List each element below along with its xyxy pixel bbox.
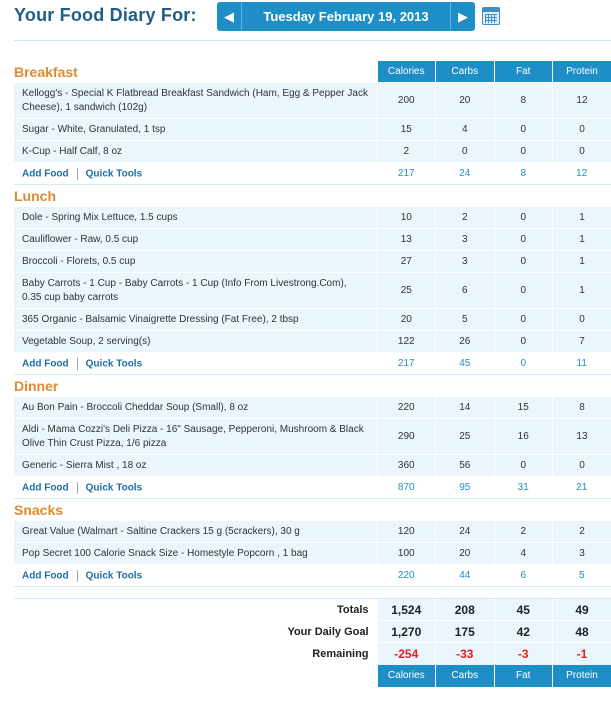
food-calories: 2 [377, 141, 435, 163]
food-fat: 8 [494, 83, 552, 119]
food-protein: 12 [552, 83, 611, 119]
remaining-fat: -3 [494, 643, 552, 665]
food-carbs: 4 [436, 119, 494, 141]
food-carbs: 20 [436, 543, 494, 565]
food-fat: 2 [494, 521, 552, 543]
food-calories: 25 [377, 273, 435, 309]
food-row[interactable] [14, 83, 611, 119]
link-divider [77, 168, 78, 180]
food-calories: 13 [377, 229, 435, 251]
food-name[interactable]: Generic - Sierra Mist , 18 oz [14, 455, 377, 477]
remaining-carbs: -33 [436, 643, 494, 665]
col-header-protein: Protein [552, 61, 611, 83]
page-title: Your Food Diary For: [14, 5, 197, 25]
quick-tools-link[interactable]: Quick Tools [85, 570, 143, 582]
section-header-lunch [14, 185, 611, 207]
food-protein: 0 [552, 119, 611, 141]
food-carbs: 24 [436, 521, 494, 543]
food-carbs: 0 [436, 141, 494, 163]
food-protein: 1 [552, 229, 611, 251]
totals-calories: 1,524 [377, 599, 435, 621]
totals-label: Totals [14, 599, 377, 621]
food-protein: 13 [552, 419, 611, 455]
food-fat: 0 [494, 207, 552, 229]
footer-header-protein: Protein [552, 665, 611, 687]
meal-total-protein: 5 [552, 565, 611, 587]
food-fat: 16 [494, 419, 552, 455]
food-name[interactable]: Great Value (Walmart - Saltine Crackers 15 g (5crackers), 30 g [14, 521, 377, 543]
food-row[interactable] [14, 251, 611, 273]
food-carbs: 56 [436, 455, 494, 477]
food-carbs: 5 [436, 309, 494, 331]
current-date: Tuesday February 19, 2013 [263, 9, 429, 24]
quick-tools-link[interactable]: Quick Tools [85, 482, 143, 494]
footer-header-fat: Fat [494, 665, 552, 687]
add-food-row [14, 477, 611, 499]
food-carbs: 3 [436, 229, 494, 251]
meal-total-fat: 31 [494, 477, 552, 499]
meal-total-fat: 6 [494, 565, 552, 587]
header-divider [14, 40, 611, 41]
food-calories: 10 [377, 207, 435, 229]
food-row[interactable] [14, 331, 611, 353]
food-calories: 27 [377, 251, 435, 273]
food-protein: 1 [552, 251, 611, 273]
meal-total-carbs: 45 [436, 353, 494, 375]
arrow-left-icon: ◀ [224, 8, 234, 24]
food-carbs: 20 [436, 83, 494, 119]
meal-total-protein: 12 [552, 163, 611, 185]
food-fat: 0 [494, 309, 552, 331]
section-header-breakfast [14, 61, 611, 83]
food-name[interactable]: Sugar - White, Granulated, 1 tsp [14, 119, 377, 141]
daily-summary-table [14, 598, 611, 687]
goal-calories: 1,270 [377, 621, 435, 643]
food-fat: 0 [494, 229, 552, 251]
food-carbs: 25 [436, 419, 494, 455]
date-navigator [217, 2, 475, 31]
totals-protein: 49 [552, 599, 611, 621]
food-calories: 200 [377, 83, 435, 119]
meal-total-carbs: 44 [436, 565, 494, 587]
food-carbs: 26 [436, 331, 494, 353]
section-title: Lunch [14, 185, 377, 207]
section-title: Breakfast [14, 61, 377, 83]
section-title: Snacks [14, 499, 377, 521]
food-name[interactable]: Kellogg's - Special K Flatbread Breakfast Sandwich (Ham, Egg & Pepper Jack Cheese), 1 sandwich (102g) [14, 83, 377, 119]
food-name[interactable]: 365 Organic - Balsamic Vinaigrette Dressing (Fat Free), 2 tbsp [14, 309, 377, 331]
food-protein: 8 [552, 397, 611, 419]
prev-day-button[interactable] [217, 2, 242, 31]
food-fat: 15 [494, 397, 552, 419]
food-protein: 3 [552, 543, 611, 565]
meal-total-calories: 870 [377, 477, 435, 499]
goal-protein: 48 [552, 621, 611, 643]
meal-total-fat: 8 [494, 163, 552, 185]
food-protein: 0 [552, 455, 611, 477]
remaining-row [14, 643, 611, 665]
food-calories: 20 [377, 309, 435, 331]
section-header-snacks [14, 499, 611, 521]
footer-header-calories: Calories [377, 665, 435, 687]
food-row[interactable] [14, 273, 611, 309]
add-food-row [14, 163, 611, 185]
food-protein: 0 [552, 141, 611, 163]
food-name[interactable]: Au Bon Pain - Broccoli Cheddar Soup (Small), 8 oz [14, 397, 377, 419]
food-calories: 15 [377, 119, 435, 141]
food-calories: 290 [377, 419, 435, 455]
food-name[interactable]: Broccoli - Florets, 0.5 cup [14, 251, 377, 273]
remaining-calories: -254 [377, 643, 435, 665]
food-calories: 360 [377, 455, 435, 477]
goal-carbs: 175 [436, 621, 494, 643]
daily-goal-label: Your Daily Goal [287, 625, 369, 638]
add-food-link[interactable]: Add Food [22, 570, 69, 582]
food-row[interactable] [14, 397, 611, 419]
food-protein: 7 [552, 331, 611, 353]
food-name[interactable]: Cauliflower - Raw, 0.5 cup [14, 229, 377, 251]
totals-row [14, 599, 611, 621]
col-header-carbs: Carbs [436, 61, 494, 83]
food-protein: 1 [552, 207, 611, 229]
food-name[interactable]: K-Cup - Half Calf, 8 oz [14, 141, 377, 163]
food-name[interactable]: Pop Secret 100 Calorie Snack Size - Homestyle Popcorn , 1 bag [14, 543, 377, 565]
meal-total-calories: 220 [377, 565, 435, 587]
calendar-icon[interactable] [482, 7, 500, 25]
food-row[interactable] [14, 309, 611, 331]
meal-total-protein: 21 [552, 477, 611, 499]
food-carbs: 3 [436, 251, 494, 273]
food-row[interactable] [14, 419, 611, 455]
totals-fat: 45 [494, 599, 552, 621]
add-food-link[interactable]: Add Food [22, 358, 69, 370]
food-fat: 0 [494, 119, 552, 141]
meal-total-protein: 11 [552, 353, 611, 375]
food-row[interactable] [14, 521, 611, 543]
food-fat: 4 [494, 543, 552, 565]
daily-goal-row [14, 621, 611, 643]
add-food-link[interactable]: Add Food [22, 168, 69, 180]
food-name[interactable]: Aldi - Mama Cozzi's Deli Pizza - 16" Sausage, Pepperoni, Mushroom & Black Olive Thin Crust Pizza, 1/6 pizza [14, 419, 377, 455]
food-calories: 220 [377, 397, 435, 419]
food-carbs: 2 [436, 207, 494, 229]
add-food-link[interactable]: Add Food [22, 482, 69, 494]
totals-carbs: 208 [436, 599, 494, 621]
add-food-row [14, 565, 611, 587]
food-calories: 120 [377, 521, 435, 543]
quick-tools-link[interactable]: Quick Tools [85, 168, 143, 180]
food-carbs: 6 [436, 273, 494, 309]
remaining-label: Remaining [312, 647, 369, 660]
next-day-button[interactable] [450, 2, 475, 31]
goal-fat: 42 [494, 621, 552, 643]
quick-tools-link[interactable]: Quick Tools [85, 358, 143, 370]
food-row[interactable] [14, 207, 611, 229]
arrow-right-icon: ▶ [458, 8, 468, 24]
food-name[interactable]: Baby Carrots - 1 Cup - Baby Carrots - 1 Cup (Info From Livestrong.Com), 0.35 cup baby carrots [14, 273, 377, 309]
col-header-fat: Fat [494, 61, 552, 83]
food-fat: 0 [494, 331, 552, 353]
link-divider [77, 482, 78, 494]
meal-total-calories: 217 [377, 353, 435, 375]
meal-total-carbs: 95 [436, 477, 494, 499]
food-protein: 1 [552, 273, 611, 309]
meal-total-fat: 0 [494, 353, 552, 375]
footer-header-carbs: Carbs [436, 665, 494, 687]
food-calories: 122 [377, 331, 435, 353]
footer-column-headers [14, 665, 611, 687]
food-carbs: 14 [436, 397, 494, 419]
link-divider [77, 358, 78, 370]
food-protein: 0 [552, 309, 611, 331]
diary-header [0, 0, 611, 38]
food-row[interactable] [14, 141, 611, 163]
food-calories: 100 [377, 543, 435, 565]
food-row[interactable] [14, 455, 611, 477]
food-fat: 0 [494, 251, 552, 273]
food-protein: 2 [552, 521, 611, 543]
add-food-row [14, 353, 611, 375]
food-row[interactable] [14, 119, 611, 141]
food-diary-table [14, 60, 611, 587]
food-row[interactable] [14, 543, 611, 565]
food-name[interactable]: Dole - Spring Mix Lettuce, 1.5 cups [14, 207, 377, 229]
remaining-protein: -1 [552, 643, 611, 665]
col-header-calories: Calories [377, 61, 435, 83]
food-name[interactable]: Vegetable Soup, 2 serving(s) [14, 331, 377, 353]
section-header-dinner [14, 375, 611, 397]
food-fat: 0 [494, 455, 552, 477]
food-fat: 0 [494, 141, 552, 163]
meal-total-calories: 217 [377, 163, 435, 185]
food-fat: 0 [494, 273, 552, 309]
meal-total-carbs: 24 [436, 163, 494, 185]
section-title: Dinner [14, 375, 377, 397]
link-divider [77, 570, 78, 582]
food-row[interactable] [14, 229, 611, 251]
